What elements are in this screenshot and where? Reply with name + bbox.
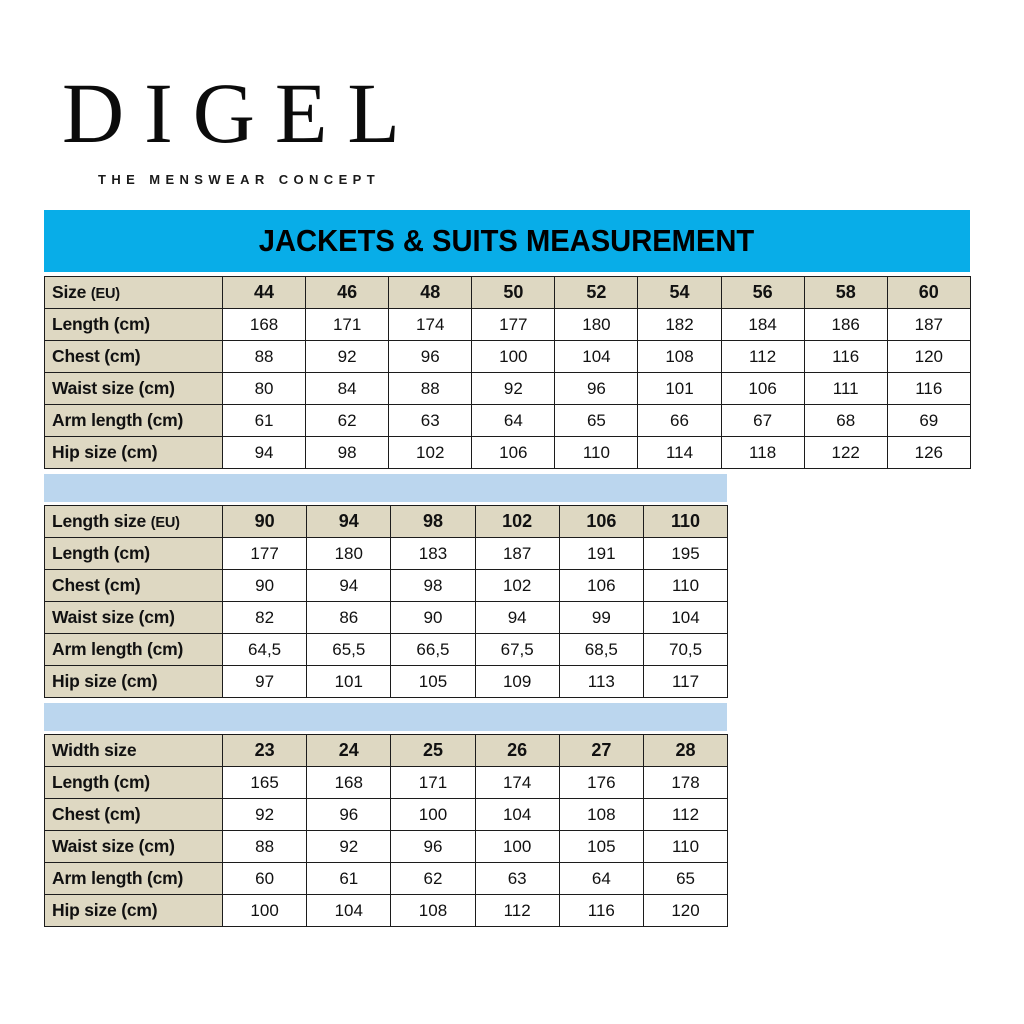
measurement-cell: 105 <box>391 666 475 698</box>
measurement-cell: 116 <box>887 373 970 405</box>
measurement-cell: 114 <box>638 437 721 469</box>
measurement-cell: 168 <box>223 309 306 341</box>
measurement-cell: 65 <box>643 863 727 895</box>
measurement-cell: 120 <box>643 895 727 927</box>
column-header-size: 44 <box>223 277 306 309</box>
measurement-cell: 88 <box>223 341 306 373</box>
brand-logo <box>62 65 462 187</box>
column-header-size: 102 <box>475 506 559 538</box>
measurement-cell: 120 <box>887 341 970 373</box>
measurement-cell: 90 <box>391 602 475 634</box>
row-label: Chest (cm) <box>45 799 223 831</box>
measurement-cell: 108 <box>559 799 643 831</box>
table-corner-label <box>45 277 223 309</box>
chart-title: JACKETS & SUITS MEASUREMENT <box>259 223 755 258</box>
measurement-cell: 97 <box>223 666 307 698</box>
table-row <box>45 767 728 799</box>
measurement-cell: 98 <box>391 570 475 602</box>
table-row <box>45 341 971 373</box>
measurement-cell: 101 <box>307 666 391 698</box>
measurement-cell: 191 <box>559 538 643 570</box>
measurement-cell: 96 <box>389 341 472 373</box>
table-row <box>45 405 971 437</box>
measurement-cell: 67 <box>721 405 804 437</box>
table-row <box>45 538 728 570</box>
row-label: Length (cm) <box>45 309 223 341</box>
measurement-cell: 94 <box>223 437 306 469</box>
measurement-cell: 105 <box>559 831 643 863</box>
column-header-size: 26 <box>475 735 559 767</box>
measurement-cell: 88 <box>389 373 472 405</box>
measurement-cell: 102 <box>475 570 559 602</box>
measurement-cell: 82 <box>223 602 307 634</box>
corner-label-main: Size <box>52 282 87 302</box>
table-row <box>45 309 971 341</box>
measurement-cell: 66 <box>638 405 721 437</box>
row-label: Hip size (cm) <box>45 437 223 469</box>
chart-title-banner <box>44 210 970 272</box>
row-label: Chest (cm) <box>45 570 223 602</box>
table-row <box>45 831 728 863</box>
column-header-size: 54 <box>638 277 721 309</box>
column-header-size: 90 <box>223 506 307 538</box>
measurement-cell: 92 <box>472 373 555 405</box>
table-corner-label <box>45 735 223 767</box>
measurement-cell: 112 <box>475 895 559 927</box>
measurement-cell: 104 <box>307 895 391 927</box>
corner-label-unit: (EU) <box>90 286 120 302</box>
measurement-cell: 64,5 <box>223 634 307 666</box>
measurement-cell: 109 <box>475 666 559 698</box>
size-table-regular <box>44 276 971 469</box>
measurement-cell: 182 <box>638 309 721 341</box>
measurement-cell: 186 <box>804 309 887 341</box>
measurement-cell: 165 <box>223 767 307 799</box>
table-row <box>45 863 728 895</box>
measurement-cell: 100 <box>472 341 555 373</box>
size-table-width <box>44 734 728 927</box>
table-row <box>45 570 728 602</box>
measurement-cell: 110 <box>555 437 638 469</box>
measurement-cell: 177 <box>223 538 307 570</box>
column-header-size: 52 <box>555 277 638 309</box>
column-header-size: 94 <box>307 506 391 538</box>
measurement-cell: 176 <box>559 767 643 799</box>
measurement-cell: 96 <box>307 799 391 831</box>
measurement-cell: 112 <box>721 341 804 373</box>
table-row <box>45 634 728 666</box>
column-header-size: 27 <box>559 735 643 767</box>
measurement-cell: 99 <box>559 602 643 634</box>
measurement-cell: 178 <box>643 767 727 799</box>
measurement-cell: 92 <box>223 799 307 831</box>
measurement-cell: 117 <box>643 666 727 698</box>
section-separator-band <box>44 703 727 731</box>
table-corner-label <box>45 506 223 538</box>
row-label: Arm length (cm) <box>45 863 223 895</box>
measurement-cell: 100 <box>391 799 475 831</box>
measurement-cell: 122 <box>804 437 887 469</box>
row-label: Length (cm) <box>45 538 223 570</box>
measurement-cell: 106 <box>559 570 643 602</box>
row-label: Hip size (cm) <box>45 666 223 698</box>
table-header-row <box>45 277 971 309</box>
measurement-cell: 65 <box>555 405 638 437</box>
column-header-size: 50 <box>472 277 555 309</box>
measurement-cell: 90 <box>223 570 307 602</box>
column-header-size: 48 <box>389 277 472 309</box>
measurement-cell: 180 <box>555 309 638 341</box>
column-header-size: 106 <box>559 506 643 538</box>
measurement-cell: 110 <box>643 570 727 602</box>
row-label: Waist size (cm) <box>45 602 223 634</box>
table-header-row <box>45 735 728 767</box>
measurement-cell: 70,5 <box>643 634 727 666</box>
column-header-size: 98 <box>391 506 475 538</box>
measurement-cell: 110 <box>643 831 727 863</box>
measurement-cell: 112 <box>643 799 727 831</box>
measurement-cell: 61 <box>223 405 306 437</box>
corner-label-unit: (EU) <box>150 515 180 531</box>
measurement-cell: 113 <box>559 666 643 698</box>
table-row <box>45 666 728 698</box>
table-body <box>45 735 728 927</box>
measurement-cell: 94 <box>307 570 391 602</box>
measurement-cell: 106 <box>721 373 804 405</box>
measurement-cell: 174 <box>389 309 472 341</box>
measurement-cell: 98 <box>306 437 389 469</box>
row-label: Chest (cm) <box>45 341 223 373</box>
measurement-cell: 69 <box>887 405 970 437</box>
measurement-cell: 101 <box>638 373 721 405</box>
corner-label-main: Width size <box>52 740 137 760</box>
measurement-cell: 100 <box>475 831 559 863</box>
measurement-cell: 63 <box>389 405 472 437</box>
measurement-cell: 65,5 <box>307 634 391 666</box>
measurement-cell: 92 <box>306 341 389 373</box>
table-row <box>45 895 728 927</box>
measurement-cell: 100 <box>223 895 307 927</box>
measurement-cell: 92 <box>307 831 391 863</box>
row-label: Waist size (cm) <box>45 373 223 405</box>
measurement-cell: 116 <box>559 895 643 927</box>
measurement-cell: 177 <box>472 309 555 341</box>
size-table-length <box>44 505 728 698</box>
measurement-cell: 184 <box>721 309 804 341</box>
measurement-cell: 61 <box>307 863 391 895</box>
measurement-cell: 94 <box>475 602 559 634</box>
measurement-cell: 104 <box>475 799 559 831</box>
measurement-cell: 104 <box>555 341 638 373</box>
measurement-cell: 174 <box>475 767 559 799</box>
measurement-cell: 168 <box>307 767 391 799</box>
column-header-size: 56 <box>721 277 804 309</box>
column-header-size: 46 <box>306 277 389 309</box>
measurement-cell: 187 <box>475 538 559 570</box>
measurement-cell: 108 <box>391 895 475 927</box>
row-label: Arm length (cm) <box>45 634 223 666</box>
measurement-cell: 68 <box>804 405 887 437</box>
brand-wordmark: DIGEL <box>62 65 420 161</box>
measurement-cell: 126 <box>887 437 970 469</box>
row-label: Waist size (cm) <box>45 831 223 863</box>
measurement-cell: 66,5 <box>391 634 475 666</box>
brand-tagline: THE MENSWEAR CONCEPT <box>98 172 381 187</box>
table-row <box>45 373 971 405</box>
row-label: Hip size (cm) <box>45 895 223 927</box>
measurement-cell: 106 <box>472 437 555 469</box>
measurement-cell: 63 <box>475 863 559 895</box>
column-header-size: 24 <box>307 735 391 767</box>
measurement-cell: 96 <box>391 831 475 863</box>
measurement-cell: 60 <box>223 863 307 895</box>
measurement-cell: 84 <box>306 373 389 405</box>
measurement-cell: 64 <box>472 405 555 437</box>
measurement-cell: 108 <box>638 341 721 373</box>
measurement-cell: 96 <box>555 373 638 405</box>
measurement-cell: 116 <box>804 341 887 373</box>
row-label: Length (cm) <box>45 767 223 799</box>
measurement-cell: 102 <box>389 437 472 469</box>
measurement-cell: 187 <box>887 309 970 341</box>
column-header-size: 25 <box>391 735 475 767</box>
table-row <box>45 437 971 469</box>
section-separator-band <box>44 474 727 502</box>
measurement-cell: 62 <box>391 863 475 895</box>
column-header-size: 58 <box>804 277 887 309</box>
measurement-cell: 180 <box>307 538 391 570</box>
measurement-cell: 88 <box>223 831 307 863</box>
measurement-cell: 118 <box>721 437 804 469</box>
measurement-cell: 68,5 <box>559 634 643 666</box>
measurement-cell: 80 <box>223 373 306 405</box>
row-label: Arm length (cm) <box>45 405 223 437</box>
measurement-cell: 64 <box>559 863 643 895</box>
column-header-size: 60 <box>887 277 970 309</box>
measurement-cell: 183 <box>391 538 475 570</box>
table-header-row <box>45 506 728 538</box>
column-header-size: 28 <box>643 735 727 767</box>
measurement-cell: 195 <box>643 538 727 570</box>
measurement-cell: 104 <box>643 602 727 634</box>
corner-label-main: Length size <box>52 511 147 531</box>
table-body <box>45 277 971 469</box>
table-body <box>45 506 728 698</box>
table-row <box>45 799 728 831</box>
measurement-cell: 171 <box>306 309 389 341</box>
measurement-cell: 171 <box>391 767 475 799</box>
measurement-cell: 86 <box>307 602 391 634</box>
table-row <box>45 602 728 634</box>
column-header-size: 23 <box>223 735 307 767</box>
column-header-size: 110 <box>643 506 727 538</box>
measurement-cell: 62 <box>306 405 389 437</box>
measurement-cell: 67,5 <box>475 634 559 666</box>
measurement-cell: 111 <box>804 373 887 405</box>
